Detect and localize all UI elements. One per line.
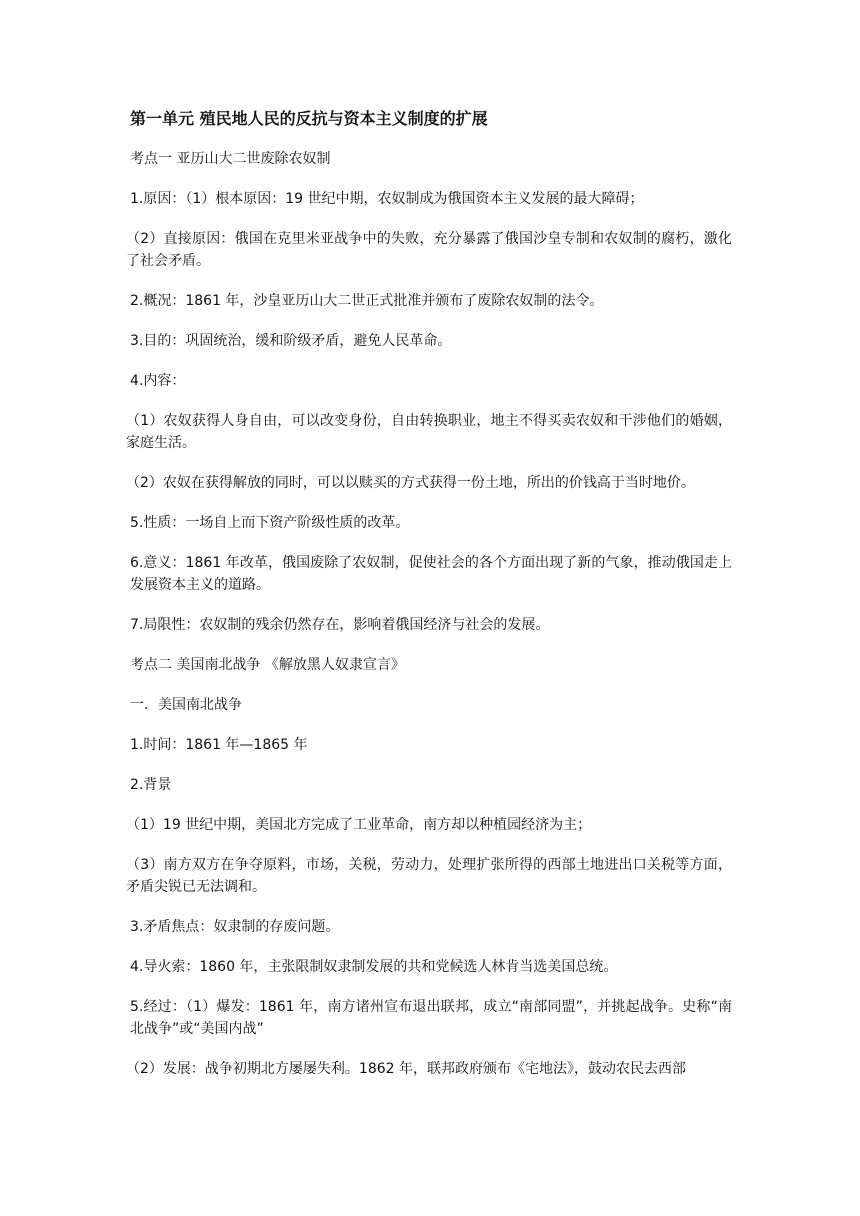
section-heading-1: 考点一 亚历山大二世废除农奴制	[130, 151, 331, 167]
paragraph-content-heading: 4.内容：	[130, 373, 186, 389]
paragraph-trigger: 4.导火索：1860 年，主张限制奴隶制发展的共和党候选人林肯当选美国总统。	[130, 959, 618, 975]
paragraph-course-development: （2）发展：战争初期北方屡屡失利。1862 年，联邦政府颁布《宅地法》，鼓动农民去西部	[126, 1061, 686, 1077]
paragraph-background-heading: 2.背景	[130, 777, 172, 793]
paragraph-content-1: （1）农奴获得人身自由，可以改变身份，自由转换职业，地主不得买卖农奴和干涉他们的婚姻，家庭生活。	[126, 413, 732, 451]
document-body	[126, 106, 732, 1098]
paragraph-limitation: 7.局限性：农奴制的残余仍然存在，影响着俄国经济与社会的发展。	[130, 617, 550, 633]
paragraph-direct-cause: （2）直接原因：俄国在克里米亚战争中的失败，充分暴露了俄国沙皇专制和农奴制的腐朽，激化了社会矛盾。	[126, 231, 732, 269]
paragraph-cause: 1.原因：（1）根本原因：19 世纪中期，农奴制成为俄国资本主义发展的最大障碍；	[130, 191, 644, 207]
unit-title: 第一单元 殖民地人民的反抗与资本主义制度的扩展	[130, 109, 488, 128]
paragraph-background-3: （3）南方双方在争夺原料，市场，关税，劳动力，处理扩张所得的西部土地进出口关税等方面，矛盾尖锐已无法调和。	[126, 857, 732, 895]
paragraph-overview: 2.概况：1861 年，沙皇亚历山大二世正式批准并颁布了废除农奴制的法令。	[130, 293, 604, 309]
paragraph-time: 1.时间：1861 年—1865 年	[130, 737, 308, 753]
paragraph-conflict-focus: 3.矛盾焦点：奴隶制的存废问题。	[130, 919, 340, 935]
subsection-heading-civil-war: 一．美国南北战争	[130, 697, 242, 713]
paragraph-course-outbreak: 5.经过：（1）爆发：1861 年，南方诸州宣布退出联邦，成立“南部同盟”，并挑起战争。史称“南北战争”或“美国内战”	[130, 999, 732, 1037]
paragraph-significance: 6.意义：1861 年改革，俄国废除了农奴制，促使社会的各个方面出现了新的气象，推动俄国走上发展资本主义的道路。	[130, 555, 732, 593]
section-heading-2: 考点二 美国南北战争 《解放黑人奴隶宣言》	[130, 657, 405, 673]
paragraph-purpose: 3.目的：巩固统治，缓和阶级矛盾，避免人民革命。	[130, 333, 452, 349]
paragraph-background-1: （1）19 世纪中期，美国北方完成了工业革命，南方却以种植园经济为主；	[126, 817, 592, 833]
paragraph-nature: 5.性质：一场自上而下资产阶级性质的改革。	[130, 515, 410, 531]
paragraph-content-2: （2）农奴在获得解放的同时，可以以赎买的方式获得一份土地，所出的价钱高于当时地价。	[126, 475, 695, 491]
